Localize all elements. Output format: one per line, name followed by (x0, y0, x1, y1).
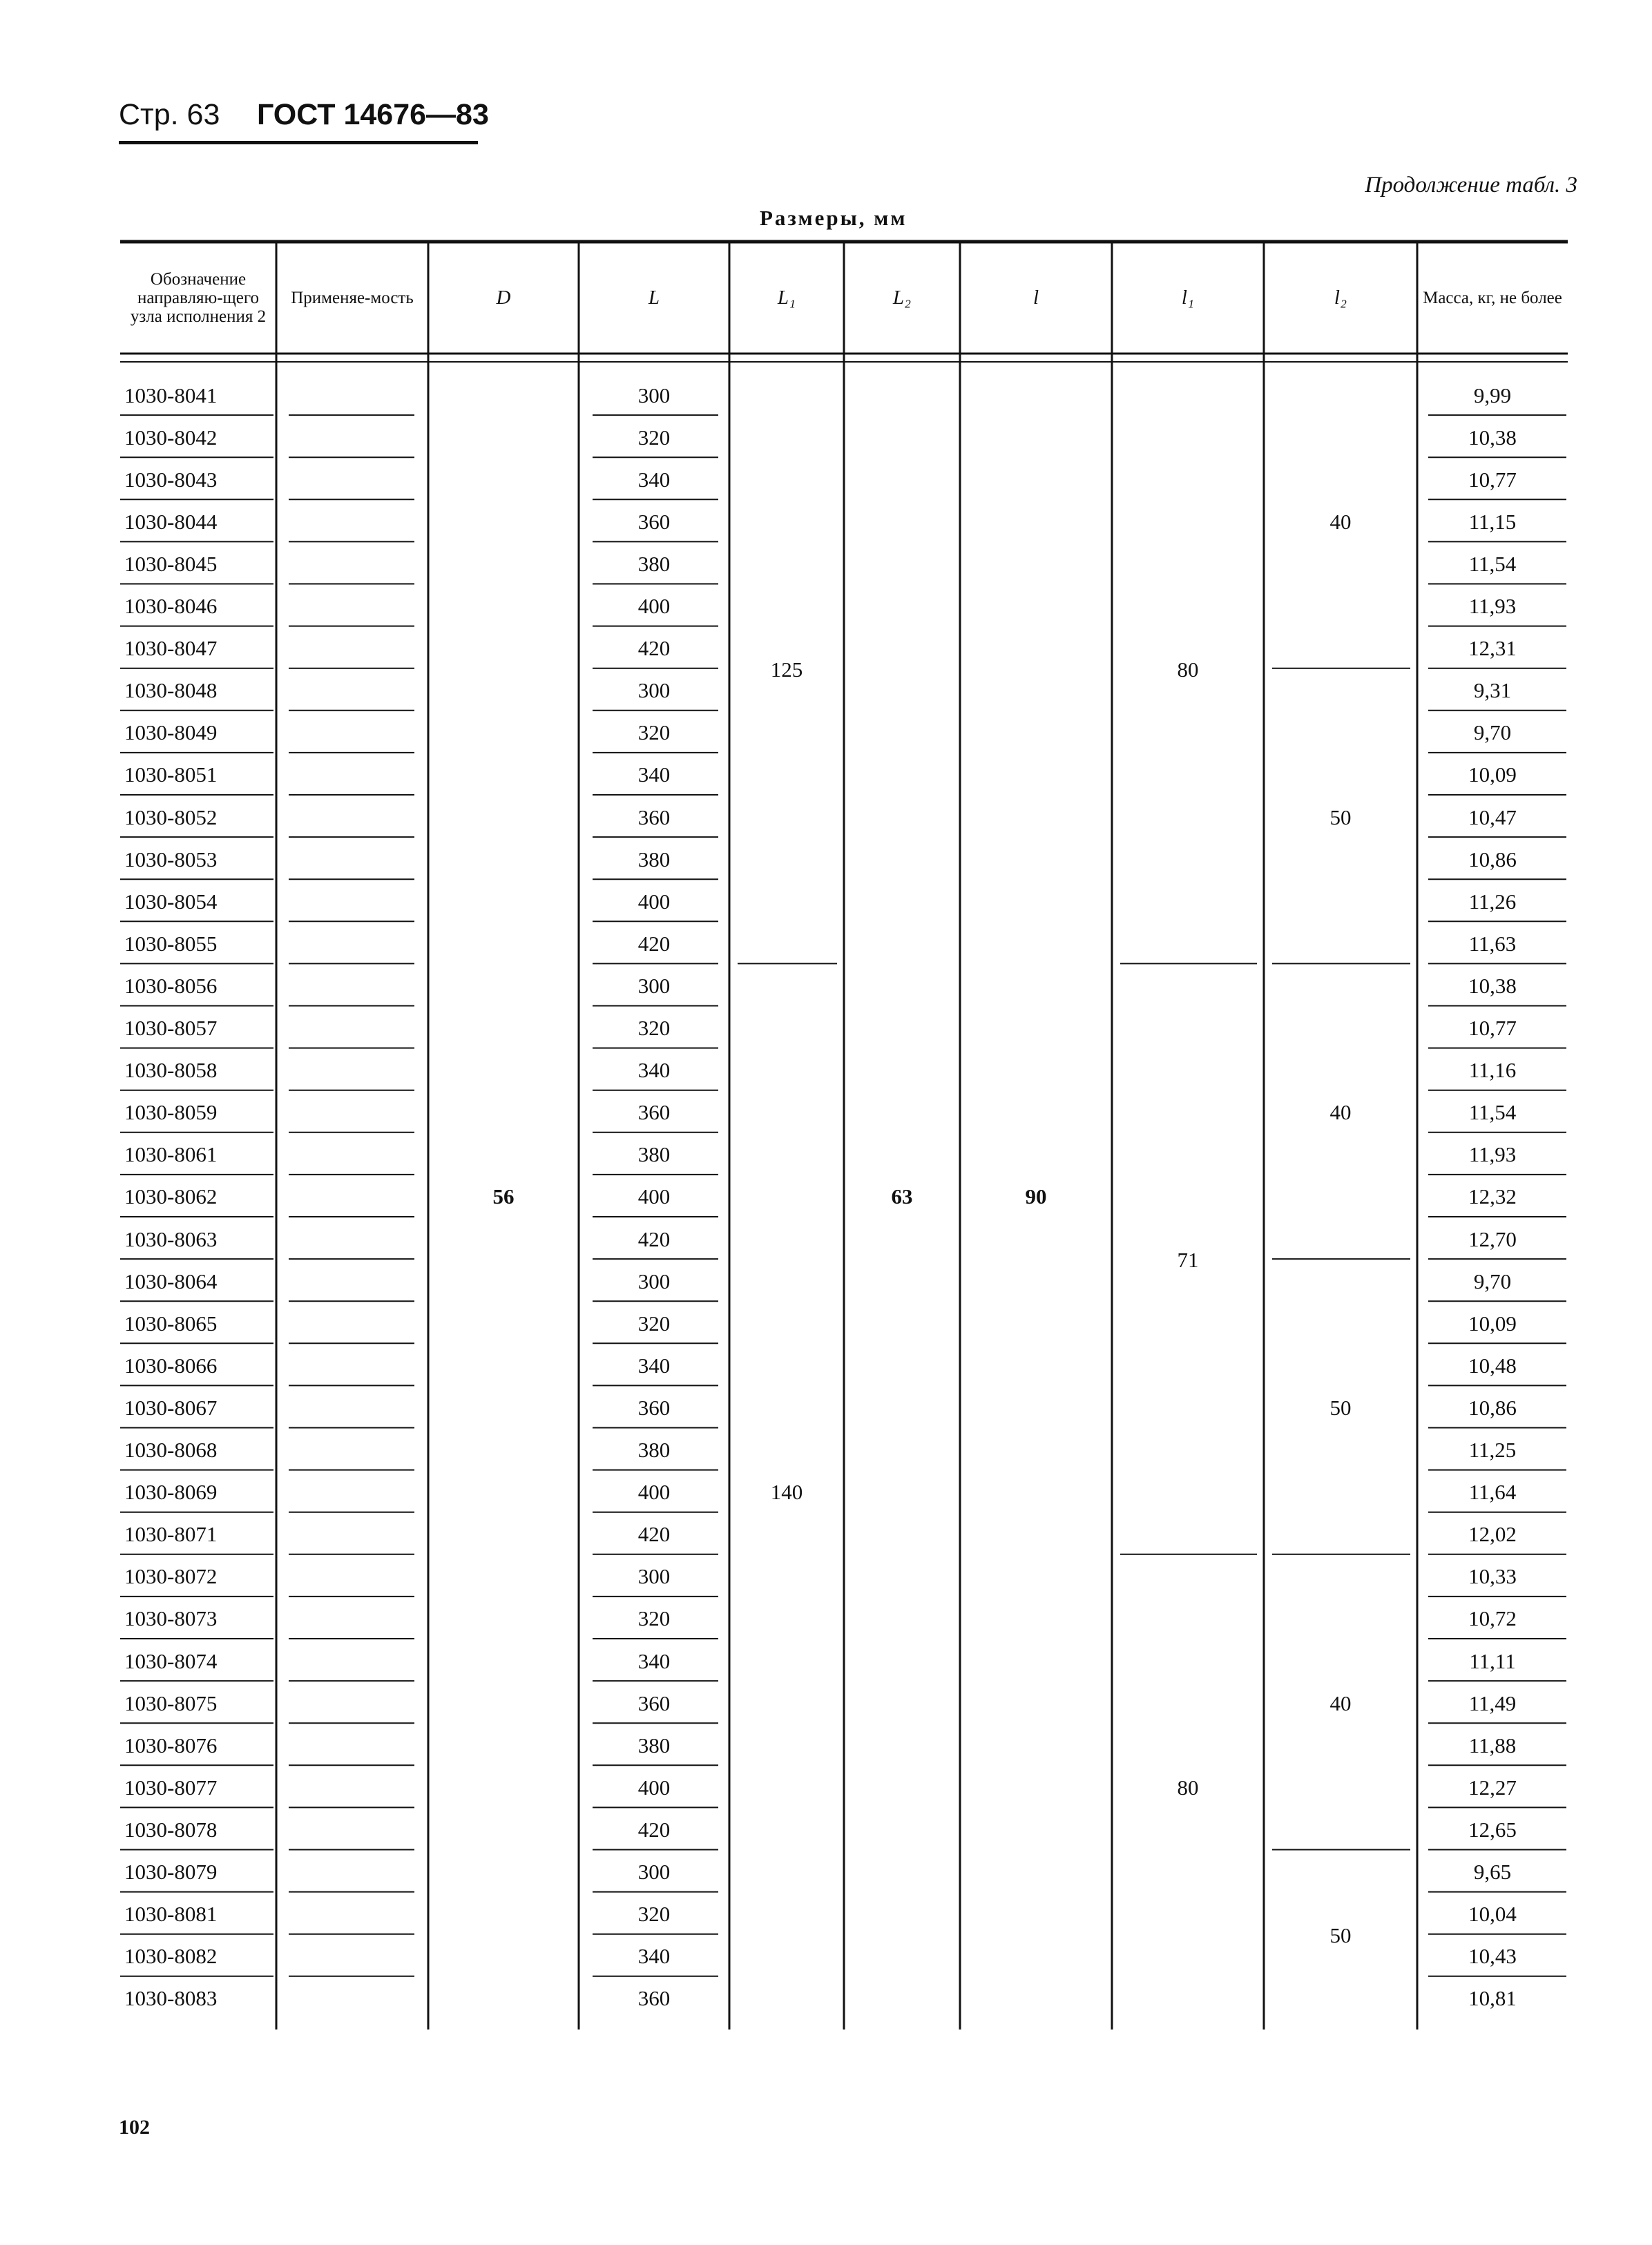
length-L-cell: 320 (637, 1311, 671, 1336)
page-number: 102 (119, 2116, 150, 2139)
column-header: Применяе-мость (291, 288, 414, 307)
mass-cell: 12,27 (1468, 1775, 1517, 1800)
mass-cell: 11,49 (1468, 1690, 1517, 1715)
length-L-cell: 360 (637, 1690, 671, 1715)
length-L-cell: 320 (637, 425, 671, 450)
length-L-cell: 320 (637, 1902, 671, 1927)
mass-cell: 11,93 (1468, 594, 1517, 619)
length-L-cell: 300 (637, 1269, 671, 1293)
length-L-cell: 320 (637, 1606, 671, 1631)
mass-cell: 11,54 (1468, 551, 1517, 576)
length-L-cell: 360 (637, 1986, 671, 2011)
column-header: D (496, 286, 511, 309)
designation-cell: 1030-8073 (124, 1606, 218, 1631)
designation-cell: 1030-8067 (124, 1395, 218, 1420)
length-L1-cell: 125 (770, 657, 803, 682)
length-L-cell: 340 (637, 762, 671, 787)
page-label: Стр. 63 (119, 98, 220, 131)
mass-cell: 11,26 (1468, 889, 1517, 914)
designation-cell: 1030-8048 (124, 678, 218, 703)
length-L-cell: 340 (637, 1058, 671, 1083)
mass-cell: 10,09 (1468, 1311, 1517, 1336)
designation-cell: 1030-8058 (124, 1058, 218, 1083)
length-L-cell: 380 (637, 551, 671, 576)
length-L-cell: 420 (637, 636, 671, 661)
length-L-cell: 380 (637, 1438, 671, 1463)
mass-cell: 9,70 (1473, 1269, 1512, 1293)
designation-cell: 1030-8081 (124, 1902, 218, 1927)
mass-cell: 10,09 (1468, 762, 1517, 787)
column-header: L₁ (777, 286, 796, 309)
length-L-cell: 300 (637, 1860, 671, 1885)
mass-cell: 12,70 (1468, 1226, 1517, 1251)
column-header: Обозначение направляю-щего узла исполнения 2 (130, 269, 267, 326)
length-l2-cell: 50 (1329, 804, 1352, 829)
length-L-cell: 360 (637, 1100, 671, 1125)
length-L-cell: 360 (637, 509, 671, 534)
designation-cell: 1030-8063 (124, 1226, 218, 1251)
designation-cell: 1030-8041 (124, 383, 218, 407)
designation-cell: 1030-8052 (124, 804, 218, 829)
mass-cell: 11,93 (1468, 1142, 1517, 1167)
mass-cell: 10,38 (1468, 425, 1517, 450)
length-L-cell: 340 (637, 467, 671, 492)
mass-cell: 11,54 (1468, 1100, 1517, 1125)
length-L-cell: 300 (637, 1564, 671, 1589)
designation-cell: 1030-8069 (124, 1480, 218, 1505)
mass-cell: 10,77 (1468, 1016, 1517, 1041)
designation-cell: 1030-8065 (124, 1311, 218, 1336)
length-L-cell: 300 (637, 383, 671, 407)
designation-cell: 1030-8042 (124, 425, 218, 450)
designation-cell: 1030-8075 (124, 1690, 218, 1715)
dimensions-caption: Размеры, мм (760, 206, 907, 230)
designation-cell: 1030-8062 (124, 1184, 218, 1209)
designation-cell: 1030-8064 (124, 1269, 218, 1293)
mass-cell: 10,48 (1468, 1353, 1517, 1378)
mass-cell: 9,70 (1473, 720, 1512, 745)
length-L-cell: 300 (637, 973, 671, 998)
designation-cell: 1030-8072 (124, 1564, 218, 1589)
length-l1-cell: 80 (1177, 657, 1199, 682)
length-L2-cell: 63 (891, 1184, 913, 1209)
mass-cell: 10,04 (1468, 1902, 1517, 1927)
length-l2-cell: 40 (1329, 1690, 1352, 1715)
length-L-cell: 340 (637, 1353, 671, 1378)
diameter-D-cell: 56 (492, 1184, 515, 1209)
length-L-cell: 360 (637, 804, 671, 829)
length-L-cell: 380 (637, 1733, 671, 1757)
designation-cell: 1030-8045 (124, 551, 218, 576)
length-l1-cell: 80 (1177, 1775, 1199, 1800)
designation-cell: 1030-8056 (124, 973, 218, 998)
mass-cell: 9,99 (1473, 383, 1512, 407)
designation-cell: 1030-8071 (124, 1522, 218, 1547)
length-L-cell: 400 (637, 594, 671, 619)
designation-cell: 1030-8044 (124, 509, 218, 534)
length-l2-cell: 40 (1329, 1100, 1352, 1125)
mass-cell: 12,02 (1468, 1522, 1517, 1547)
column-header: Масса, кг, не более (1423, 288, 1562, 307)
length-L-cell: 340 (637, 1648, 671, 1673)
designation-cell: 1030-8054 (124, 889, 218, 914)
length-L-cell: 360 (637, 1395, 671, 1420)
mass-cell: 12,65 (1468, 1817, 1517, 1842)
length-L-cell: 380 (637, 1142, 671, 1167)
length-L-cell: 400 (637, 1480, 671, 1505)
designation-cell: 1030-8079 (124, 1860, 218, 1885)
length-L-cell: 400 (637, 889, 671, 914)
mass-cell: 11,63 (1468, 931, 1517, 956)
column-header: l₂ (1334, 286, 1347, 309)
mass-cell: 10,77 (1468, 467, 1517, 492)
mass-cell: 11,16 (1468, 1058, 1517, 1083)
length-L-cell: 380 (637, 847, 671, 871)
designation-cell: 1030-8053 (124, 847, 218, 871)
length-L-cell: 420 (637, 1817, 671, 1842)
table-continuation-label: Продолжение табл. 3 (1365, 173, 1577, 197)
standard-number: ГОСТ 14676—83 (257, 98, 489, 131)
length-L1-cell: 140 (770, 1480, 803, 1505)
length-l-cell: 90 (1025, 1184, 1047, 1209)
mass-cell: 9,65 (1473, 1860, 1512, 1885)
column-header: l₁ (1181, 286, 1195, 309)
mass-cell: 11,25 (1468, 1438, 1517, 1463)
mass-cell: 11,64 (1468, 1480, 1517, 1505)
designation-cell: 1030-8049 (124, 720, 218, 745)
mass-cell: 10,43 (1468, 1944, 1517, 1969)
mass-cell: 11,15 (1468, 509, 1517, 534)
length-L-cell: 300 (637, 678, 671, 703)
length-L-cell: 400 (637, 1184, 671, 1209)
designation-cell: 1030-8046 (124, 594, 218, 619)
column-header: l (1032, 286, 1039, 309)
mass-cell: 10,81 (1468, 1986, 1517, 2011)
designation-cell: 1030-8055 (124, 931, 218, 956)
designation-cell: 1030-8068 (124, 1438, 218, 1463)
mass-cell: 11,88 (1468, 1733, 1517, 1757)
designation-cell: 1030-8059 (124, 1100, 218, 1125)
mass-cell: 9,31 (1473, 678, 1512, 703)
designation-cell: 1030-8082 (124, 1944, 218, 1969)
mass-cell: 12,31 (1468, 636, 1517, 661)
column-header: L₂ (892, 286, 912, 309)
mass-cell: 12,32 (1468, 1184, 1517, 1209)
length-L-cell: 420 (637, 1522, 671, 1547)
mass-cell: 10,38 (1468, 973, 1517, 998)
designation-cell: 1030-8061 (124, 1142, 218, 1167)
length-l2-cell: 50 (1329, 1923, 1352, 1947)
length-L-cell: 340 (637, 1944, 671, 1969)
designation-cell: 1030-8047 (124, 636, 218, 661)
column-header: L (648, 286, 660, 309)
designation-cell: 1030-8083 (124, 1986, 218, 2011)
mass-cell: 10,33 (1468, 1564, 1517, 1589)
length-L-cell: 320 (637, 1016, 671, 1041)
designation-cell: 1030-8077 (124, 1775, 218, 1800)
designation-cell: 1030-8043 (124, 467, 218, 492)
designation-cell: 1030-8057 (124, 1016, 218, 1041)
designation-cell: 1030-8078 (124, 1817, 218, 1842)
length-l2-cell: 50 (1329, 1395, 1352, 1420)
mass-cell: 11,11 (1469, 1648, 1516, 1673)
mass-cell: 10,72 (1468, 1606, 1517, 1631)
designation-cell: 1030-8076 (124, 1733, 218, 1757)
designation-cell: 1030-8074 (124, 1648, 218, 1673)
length-L-cell: 420 (637, 1226, 671, 1251)
length-l2-cell: 40 (1329, 509, 1352, 534)
designation-cell: 1030-8051 (124, 762, 218, 787)
mass-cell: 10,47 (1468, 804, 1517, 829)
mass-cell: 10,86 (1468, 1395, 1517, 1420)
length-L-cell: 420 (637, 931, 671, 956)
mass-cell: 10,86 (1468, 847, 1517, 871)
designation-cell: 1030-8066 (124, 1353, 218, 1378)
length-L-cell: 400 (637, 1775, 671, 1800)
length-l1-cell: 71 (1177, 1248, 1199, 1273)
length-L-cell: 320 (637, 720, 671, 745)
